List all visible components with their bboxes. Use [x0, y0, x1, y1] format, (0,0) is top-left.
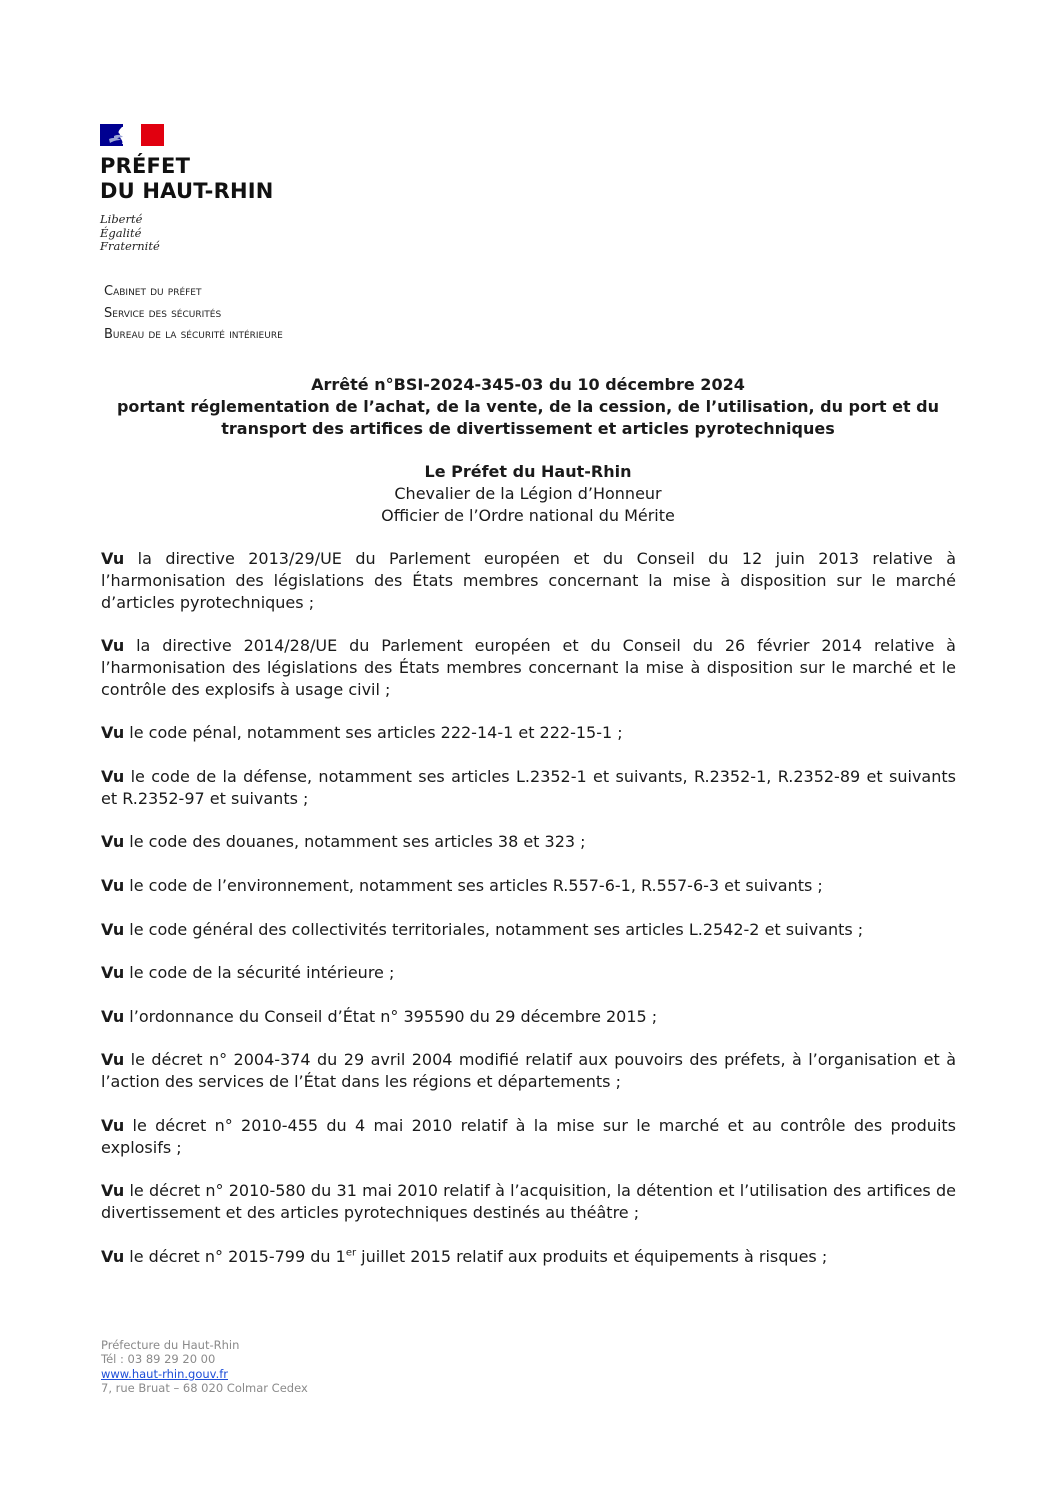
vu-text: le code des douanes, notamment ses articles 38 et 323 ;	[129, 832, 586, 852]
vu-label: Vu	[101, 766, 125, 786]
vu-text: le code général des collectivités territoriales, notamment ses articles L.2542-2 et suivants ;	[129, 919, 864, 939]
vu-text: le décret n° 2004-374 du 29 avril 2004 modifié relatif aux pouvoirs des préfets, à l’organisation et à l’action des services de l’État dans les régions et départements ;	[101, 1050, 957, 1092]
vu-label: Vu	[101, 1006, 125, 1026]
prefet-distinction-2: Officier de l’Ordre national du Mérite	[381, 506, 675, 525]
vu-text: le code de l’environnement, notamment ses articles R.557-6-1, R.557-6-3 et suivants ;	[129, 875, 823, 895]
footer-prefecture: Préfecture du Haut-Rhin	[101, 1338, 240, 1352]
footer-address: 7, rue Bruat – 68 020 Colmar Cedex	[101, 1380, 308, 1395]
vu-label: Vu	[101, 723, 125, 743]
prefet-name: Le Préfet du Haut-Rhin	[424, 462, 632, 481]
vu-text: le décret n° 2010-580 du 31 mai 2010 relatif à l’acquisition, la détention et l’utilisation des artifices de divertissement et des articles pyrotechniques destinés au théâtre ;	[101, 1181, 956, 1222]
ordinal-superscript: er	[345, 1247, 357, 1259]
footer-phone: Tél : 03 89 29 20 00	[101, 1352, 216, 1367]
decree-title-line3: transport des artifices de divertissement et articles pyrotechniques	[221, 419, 835, 438]
page-footer	[101, 1338, 308, 1395]
vu-paragraph	[101, 722, 956, 744]
service-headers	[104, 281, 283, 346]
vu-paragraph	[101, 962, 956, 984]
vu-paragraph	[101, 831, 956, 853]
vu-text: la directive 2013/29/UE du Parlement européen et du Conseil du 12 juin 2013 relative à l’harmonisation des législations des États membres concernant la mise à disposition sur le marché d’articles pyrotechniques ;	[101, 549, 956, 612]
vu-label: Vu	[101, 919, 125, 939]
vu-text-after-sup: juillet 2015 relatif aux produits et équipements à risques ;	[356, 1246, 828, 1266]
vu-paragraph	[101, 1115, 956, 1159]
vu-paragraph	[101, 548, 956, 613]
prefet-title-line2: DU HAUT-RHIN	[100, 179, 274, 203]
vu-paragraph	[101, 1180, 956, 1224]
vu-text: le code de la défense, notamment ses articles L.2352-1 et suivants, R.2352-1, R.2352-89 et suivants et R.2352-97 et suivants ;	[101, 766, 956, 808]
footer-website-link[interactable]: www.haut-rhin.gouv.fr	[101, 1366, 229, 1381]
considerations-list	[101, 548, 956, 1267]
vu-label: Vu	[101, 1050, 125, 1070]
vu-paragraph	[101, 919, 956, 941]
decree-title	[100, 374, 956, 440]
service-bureau: Bureau de la sécurité intérieure	[104, 327, 283, 342]
prefet-signatory	[100, 461, 956, 527]
motto-liberte: Liberté	[100, 212, 143, 226]
vu-paragraph	[101, 635, 956, 700]
vu-text: le décret n° 2010-455 du 4 mai 2010 relatif à la mise sur le marché et au contrôle des produits explosifs ;	[101, 1115, 956, 1157]
vu-text: le code pénal, notamment ses articles 222-14-1 et 222-15-1 ;	[129, 723, 623, 743]
prefet-title-line1: PRÉFET	[100, 154, 191, 178]
decree-title-line1: Arrêté n°BSI-2024-345-03 du 10 décembre 2024	[311, 375, 745, 394]
vu-text-before-sup: le décret n° 2015-799 du 1	[129, 1246, 346, 1266]
motto-egalite: Égalité	[100, 225, 142, 240]
vu-label: Vu	[101, 875, 125, 895]
vu-label: Vu	[101, 1246, 125, 1266]
marianne-logo-icon	[100, 124, 164, 146]
vu-label: Vu	[101, 832, 125, 852]
vu-paragraph	[101, 766, 956, 810]
republic-motto	[100, 213, 320, 254]
service-cabinet: Cabinet du préfet	[104, 284, 202, 299]
marianne-logo-block	[100, 124, 320, 254]
vu-label: Vu	[101, 549, 125, 568]
vu-paragraph	[101, 1246, 956, 1268]
vu-text: la directive 2014/28/UE du Parlement européen et du Conseil du 26 février 2014 relative à l’harmonisation des législations des États membres concernant la mise à disposition sur le marché et le contrôle des explosifs à usage civil ;	[101, 636, 956, 699]
decree-title-line2: portant réglementation de l’achat, de la vente, de la cession, de l’utilisation, du port et du	[116, 397, 940, 416]
vu-paragraph	[101, 875, 956, 897]
vu-paragraph	[101, 1049, 956, 1093]
vu-label: Vu	[101, 963, 125, 983]
vu-label: Vu	[101, 636, 125, 656]
vu-text: le code de la sécurité intérieure ;	[129, 963, 395, 983]
vu-paragraph	[101, 1006, 956, 1028]
motto-fraternite: Fraternité	[100, 239, 160, 253]
prefet-distinction-1: Chevalier de la Légion d’Honneur	[394, 484, 662, 503]
vu-text: l’ordonnance du Conseil d’État n° 395590 du 29 décembre 2015 ;	[129, 1006, 658, 1026]
service-securites: Service des sécurités	[104, 305, 222, 321]
vu-label: Vu	[101, 1181, 125, 1201]
vu-label: Vu	[101, 1115, 125, 1135]
